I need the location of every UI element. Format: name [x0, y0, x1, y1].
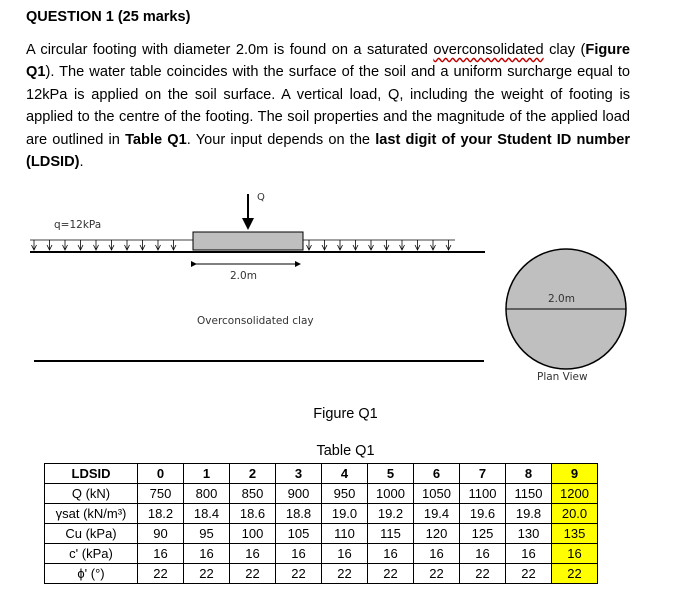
header-col-3: 3 [276, 464, 322, 484]
spellcheck-word: overconsolidated [433, 42, 544, 58]
header-col-5: 5 [368, 464, 414, 484]
table-cell: 19.6 [460, 504, 506, 524]
table-row [45, 544, 598, 564]
table-cell: 16 [322, 544, 368, 564]
figure-q1 [0, 180, 691, 400]
row-label: ϕ' (°) [45, 564, 138, 584]
row-label: γsat (kN/m³) [45, 504, 138, 524]
table-header-row [45, 464, 598, 484]
width-label: 2.0m [230, 270, 257, 282]
header-col-1: 1 [184, 464, 230, 484]
table-cell: 19.0 [322, 504, 368, 524]
table-cell: 1000 [368, 484, 414, 504]
table-cell: 900 [276, 484, 322, 504]
question-text: A circular footing with diameter 2.0m is found on a saturated overconsolidated clay (Figure Q1). The water table coincides with the surface of the soil and a uniform surcharge equal to 12kPa is applied on the soil surface. A vertical load, Q, including the weight of footing is applied to the centre of the footing. The soil properties and the magnitude of the applied load are outlined in Table Q1. Your input depends on the last digit of your Student ID number (LDSID). [26, 42, 631, 171]
table-q1 [44, 463, 598, 584]
table-cell: 22 [552, 564, 598, 584]
header-ldsid: LDSID [45, 464, 138, 484]
table-cell: 950 [322, 484, 368, 504]
table-cell: 16 [368, 544, 414, 564]
row-label: Q (kN) [45, 484, 138, 504]
table-cell: 110 [322, 524, 368, 544]
table-cell: 105 [276, 524, 322, 544]
table-cell: 120 [414, 524, 460, 544]
table-cell: 22 [276, 564, 322, 584]
header-col-2: 2 [230, 464, 276, 484]
table-caption: Table Q1 [316, 443, 375, 459]
table-cell: 22 [322, 564, 368, 584]
table-cell: 130 [506, 524, 552, 544]
table-cell: 90 [138, 524, 184, 544]
load-label: Q [257, 192, 265, 203]
surcharge-label: q=12kPa [54, 219, 102, 231]
row-label: Cu (kPa) [45, 524, 138, 544]
question-title: QUESTION 1 (25 marks) [26, 9, 191, 25]
row-label: c' (kPa) [45, 544, 138, 564]
table-row [45, 484, 598, 504]
table-cell: 750 [138, 484, 184, 504]
plan-view-label: Plan View [537, 371, 588, 383]
table-cell: 16 [138, 544, 184, 564]
table-cell: 16 [552, 544, 598, 564]
table-cell: 95 [184, 524, 230, 544]
table-cell: 22 [414, 564, 460, 584]
table-row [45, 564, 598, 584]
table-cell: 22 [138, 564, 184, 584]
table-cell: 1200 [552, 484, 598, 504]
soil-label: Overconsolidated clay [197, 315, 314, 327]
header-col-6: 6 [414, 464, 460, 484]
table-cell: 19.8 [506, 504, 552, 524]
header-col-7: 7 [460, 464, 506, 484]
table-cell: 22 [460, 564, 506, 584]
table-row [45, 524, 598, 544]
table-cell: 16 [460, 544, 506, 564]
table-cell: 16 [276, 544, 322, 564]
table-cell: 16 [414, 544, 460, 564]
table-cell: 850 [230, 484, 276, 504]
table-cell: 22 [230, 564, 276, 584]
footing [193, 232, 303, 250]
table-cell: 800 [184, 484, 230, 504]
table-cell: 1050 [414, 484, 460, 504]
table-row [45, 504, 598, 524]
table-cell: 22 [506, 564, 552, 584]
table-cell: 19.4 [414, 504, 460, 524]
table-cell: 1100 [460, 484, 506, 504]
header-col-9: 9 [552, 464, 598, 484]
table-cell: 18.4 [184, 504, 230, 524]
table-cell: 115 [368, 524, 414, 544]
table-cell: 100 [230, 524, 276, 544]
table-cell: 16 [230, 544, 276, 564]
table-cell: 20.0 [552, 504, 598, 524]
table-cell: 1150 [506, 484, 552, 504]
table-cell: 135 [552, 524, 598, 544]
table-cell: 18.8 [276, 504, 322, 524]
table-cell: 22 [184, 564, 230, 584]
header-col-4: 4 [322, 464, 368, 484]
table-cell: 125 [460, 524, 506, 544]
table-cell: 18.6 [230, 504, 276, 524]
table-cell: 19.2 [368, 504, 414, 524]
table-cell: 16 [184, 544, 230, 564]
header-col-0: 0 [138, 464, 184, 484]
table-cell: 18.2 [138, 504, 184, 524]
table-cell: 16 [506, 544, 552, 564]
header-col-8: 8 [506, 464, 552, 484]
table-cell: 22 [368, 564, 414, 584]
figure-caption: Figure Q1 [313, 406, 378, 422]
plan-diameter-label: 2.0m [548, 293, 575, 305]
